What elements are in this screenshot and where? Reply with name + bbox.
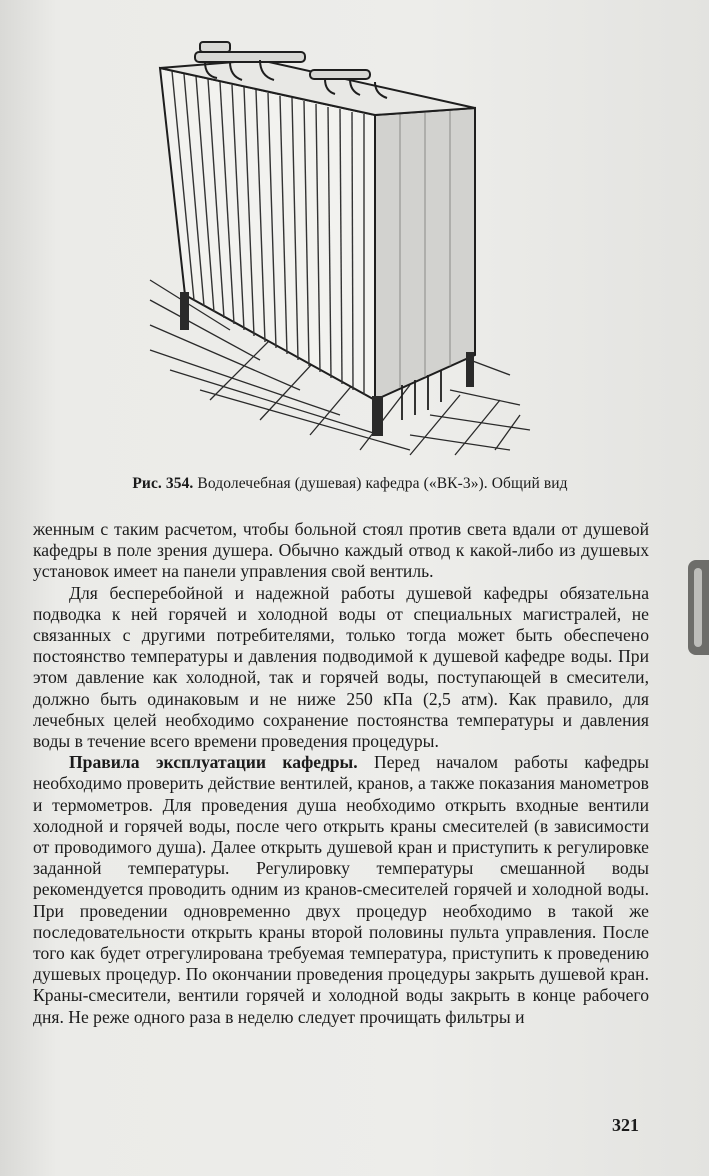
figure-caption bbox=[70, 475, 630, 493]
figure-caption-text: Водолечебная (душевая) кафедра («ВК-3»). Общий вид bbox=[197, 475, 568, 492]
figure-illustration bbox=[110, 30, 670, 470]
figure-label: Рис. 354. bbox=[132, 475, 194, 492]
page-number: 321 bbox=[612, 1115, 639, 1135]
paragraph-continued: женным с таким расчетом, чтобы больной стоял против света вдали от душевой кафедры в поле зрения душера. Обычно каждый отвод к какой-либо из душевых установок имеет на панели управления свой вентиль. bbox=[33, 519, 649, 582]
paragraph-water-supply: Для бесперебойной и надежной работы душевой кафедры обязательна подводка к ней горячей и холодной воды от специальных магистралей, не связанных с другими потребителями, только тогда может быть обеспечено постоянство температуры и давления подводимой к душевой кафедре воды. При этом давление как холодной, так и горячей воды, поступающей в смесители, должно быть одинаковым и не ниже 250 кПа (2,5 атм). Как правило, для лечебных целей необходимо сохранение постоянства температуры и давления воды в течение всего времени проведения процедуры. bbox=[33, 582, 649, 752]
section-run-in-heading: Правила эксплуатации кафедры. bbox=[69, 752, 358, 773]
thumb-index-tab bbox=[688, 560, 709, 655]
shower-cabinet-drawing bbox=[110, 30, 670, 470]
paragraph-operating-rules: Правила эксплуатации кафедры. Перед началом работы кафедры необходимо проверить действие вентилей, кранов, а также показания манометров и термометров. Для проведения душа необходимо открыть входные вентили холодной и горячей воды, после чего открыть краны смесителей (в зависимости от проводимого душа). Далее открыть душевой кран и приступить к регулировке заданной температуры. Регулировку температуры смешанной воды рекомендуется проводить одним из кранов-смесителей горячей и холодной воды. При проведении одновременно двух процедур необходимо в такой же последовательности открыть краны второй половины пульта управления. После того как будет отрегулирована требуемая температура, приступить к проведению душевых процедур. По окончании проведения процедуры закрыть душевой кран. Краны-смесители, вентили горячей и холодной воды закрыть в конце рабочего дня. Не реже одного раза в неделю следует прочищать фильтры и bbox=[33, 752, 649, 1027]
body-text bbox=[33, 519, 649, 1028]
